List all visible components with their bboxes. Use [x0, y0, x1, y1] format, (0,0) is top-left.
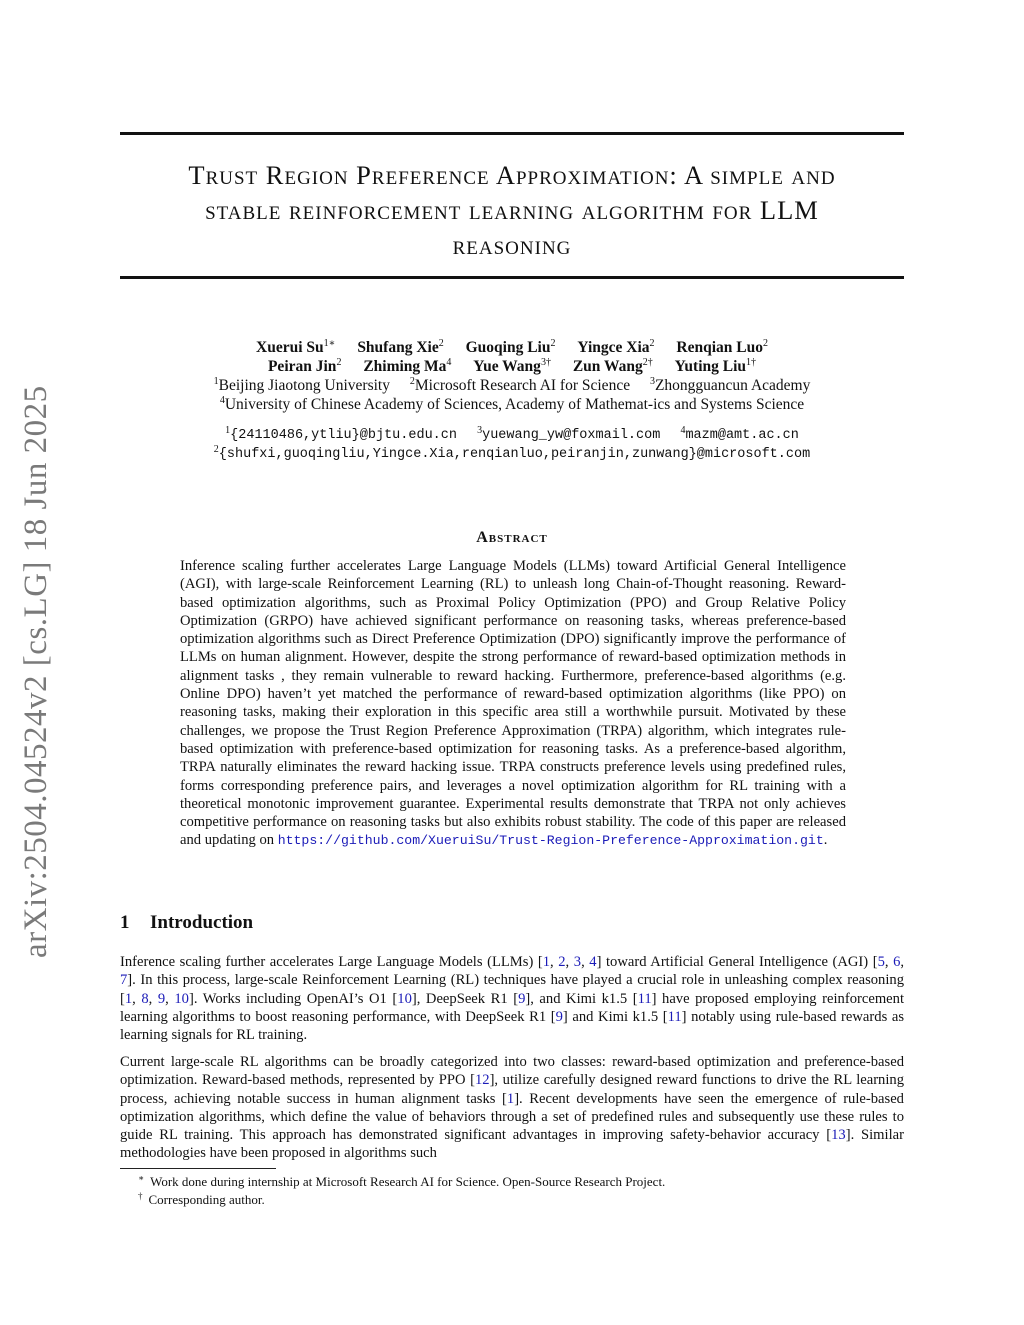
citation-link[interactable]: 10 [397, 990, 412, 1007]
code-link[interactable]: https://github.com/XueruiSu/Trust-Region-Preference-Approximation.git [277, 833, 824, 849]
citation-link[interactable]: 7 [120, 972, 128, 989]
authors-row [120, 357, 904, 376]
title-line: stable reinforcement learning algorithm for LLM [205, 195, 819, 225]
affiliations-row [120, 376, 904, 395]
citation-link[interactable]: 6 [893, 954, 901, 970]
citation-link[interactable]: 3 [573, 954, 582, 970]
arxiv-identifier[interactable]: arXiv:2504.04524v2 [cs.LG] 18 Jun 2025 [18, 385, 54, 958]
citation-link[interactable]: 9 [157, 990, 166, 1007]
citation-link[interactable]: 13 [831, 1127, 846, 1144]
citation-link[interactable]: 9 [555, 1008, 563, 1025]
author: Peiran Jin$^2$ [267, 357, 342, 375]
email[interactable]: $^1${24110486,ytliu}@bjtu.edu.cn [225, 425, 457, 443]
citation-link[interactable]: 11 [667, 1008, 682, 1025]
section-number: 1 [120, 912, 130, 933]
author: Shufang Xie$^2$ [357, 338, 444, 356]
author: Yingce Xia$^2$ [577, 338, 655, 356]
section-title: Introduction [150, 912, 254, 933]
citation-link[interactable]: 10 [174, 990, 189, 1007]
title-rule-bottom [120, 276, 904, 279]
footnote: † Corresponding author. [138, 1191, 265, 1207]
authors-row [120, 338, 904, 357]
author-block [120, 338, 904, 414]
abstract-heading: Abstract [476, 529, 548, 546]
citation-link[interactable]: 5 [877, 954, 885, 970]
emails-row [120, 445, 904, 464]
affiliation: $^1$Beijing Jiaotong University [213, 376, 390, 394]
abstract-body: Inference scaling further accelerates Large Language Models (LLMs) toward Artificial General Intelligence (AGI), with large-scale Reinforcement Learning (RL) to unleash long Chain-of-Thought reasoning. Reward-based optimization algorithms, such as Proximal Policy Optimization (PPO) and Group Relative Policy Optimization (GRPO) have achieved significant performance on reasoning tasks, whereas preference-based optimization algorithms such as Direct Preference Optimization (DPO) significantly improve the performance of LLMs on human alignment. However, despite the strong performance of reward-based optimization methods in alignment tasks , they remain vulnerable to reward hacking. Furthermore, preference-based algorithms (e.g. Online DPO) haven’t yet matched the performance of reward-based optimization algorithms (like PPO) on reasoning tasks, making their exploration in this specific area still a worthwhile pursuit. Motivated by these challenges, we propose the Trust Region Preference Approximation (TRPA) algorithm, which integrates rule-based optimization with preference-based optimization for reasoning tasks. As a preference-based algorithm, TRPA naturally eliminates the reward hacking issue. TRPA constructs preference levels using predefined rules, forms corresponding preference pairs, and leverages a novel optimization algorithm for RL training with a theoretical monotonic improvement guarantee. Experimental results demonstrate that TRPA not only achieves competitive performance on reasoning tasks but also exhibits robust stability. The code of this paper are released and updating on https://github.com/XueruiSu/Trust-Region-Preference-Approximation.git. [180, 558, 846, 849]
citation-link[interactable]: 2 [558, 954, 566, 970]
email[interactable]: $^3$yuewang_yw@foxmail.com [477, 425, 661, 443]
email-block [120, 426, 904, 464]
emails-row [120, 426, 904, 445]
affiliation: $^2$Microsoft Research AI for Science [409, 376, 631, 394]
citation-link[interactable]: 4 [589, 954, 597, 970]
author: Xuerui $Su^{1∗}$ [256, 338, 336, 356]
citation-link[interactable]: 1 [506, 1090, 515, 1107]
email[interactable]: $^4$mazm@amt.ac.cn [680, 425, 799, 443]
footnotes [138, 1173, 898, 1209]
citation-link[interactable]: 11 [637, 990, 652, 1007]
author: Zhiming Ma$^4$ [363, 357, 452, 375]
footnote-rule [120, 1168, 276, 1169]
citation-link[interactable]: 8 [141, 990, 149, 1007]
intro-paragraph-2: Current large-scale RL algorithms can be broadly categorized into two classes: reward-based optimization and preference-based optimization. Reward-based methods, represented by PPO [12], utilize carefully designed reward functions to drive the RL learning process, achieving notable success in human alignment tasks [1]. Recent developments have seen the emergence of rule-based optimization algorithms, which define the value of behaviors through a set of predefined rules and subsequently use these rules to guide RL training. This approach has demonstrated significant advantages in improving safety-behavior accuracy [13]. Similar methodologies have been proposed in algorithms such [120, 1054, 905, 1162]
footnote: ∗ Work done during internship at Microsoft Research AI for Science. Open-Source Research Project. [138, 1173, 666, 1189]
citation-link[interactable]: 12 [474, 1072, 490, 1089]
affiliation: $^4$University of Chinese Academy of Sciences, Academy of Mathemat-ics and Systems Science [219, 395, 805, 413]
intro-paragraph-1: Inference scaling further accelerates Large Language Models (LLMs) [1, 2, 3, 4] toward Artificial General Intelligence (AGI) [5, 6, 7]. In this process, large-scale Reinforcement Learning (RL) techniques have played a crucial role in unleashing complex reasoning [1, 8, 9, 10]. Works including OpenAI’s O1 [10], DeepSeek R1 [9], and Kimi k1.5 [11] have proposed employing reinforcement learning algorithms to boost reasoning performance, with DeepSeek R1 [9] and Kimi k1.5 [11] notably using rule-based rewards as learning signals for RL training. [120, 954, 905, 1044]
author: Zun Wang$^{2\dagger}$ [572, 357, 653, 375]
paper-title [120, 158, 904, 263]
author: Yuting Liu$^{1\dagger}$ [674, 357, 757, 375]
email[interactable]: $^2${shufxi,guoqingliu,Yingce.Xia,renqianluo,peiranjin,zunwang}@microsoft.com [213, 444, 811, 462]
section-heading [120, 912, 253, 934]
author: Yue Wang$^{3\dagger}$ [473, 357, 551, 375]
affiliations-row [120, 395, 904, 414]
title-line: Trust Region Preference Approximation: A simple and [188, 160, 836, 190]
citation-link[interactable]: 9 [518, 990, 526, 1007]
title-rule-top [120, 132, 904, 135]
title-line: reasoning [452, 230, 572, 260]
citation-link[interactable]: 1 [542, 954, 551, 970]
author: Guoqing Liu$^2$ [465, 338, 556, 356]
author: Renqian Luo$^2$ [676, 338, 768, 356]
affiliation: $^3$Zhongguancun Academy [649, 376, 811, 394]
citation-link[interactable]: 1 [124, 990, 133, 1007]
